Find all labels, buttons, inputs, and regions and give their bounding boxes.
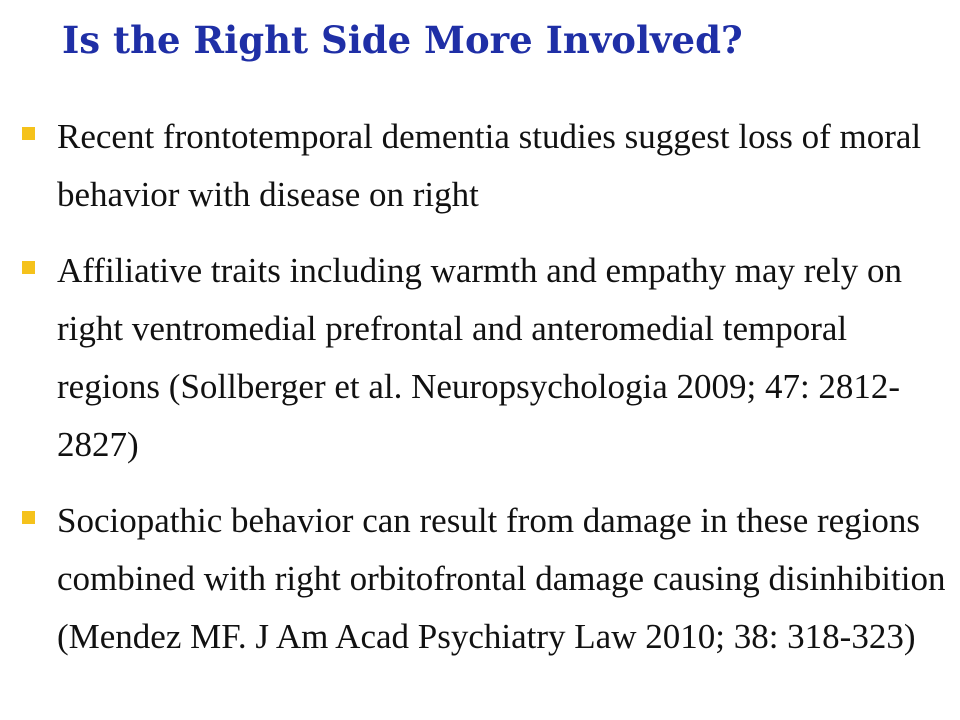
bullet-item bbox=[20, 492, 950, 666]
bullet-text: Sociopathic behavior can result from damage in these regions combined with right orbitofrontal damage causing disinhibition (Mendez MF. J Am Acad Psychiatry Law 2010; 38: 318-323) bbox=[57, 501, 946, 656]
bullet-item bbox=[20, 242, 950, 474]
bullet-list bbox=[20, 108, 950, 684]
square-bullet-icon bbox=[22, 127, 35, 140]
slide-title: Is the Right Side More Involved? bbox=[62, 18, 743, 62]
bullet-item bbox=[20, 108, 950, 224]
bullet-text: Affiliative traits including warmth and empathy may rely on right ventromedial prefrontal and anteromedial temporal regions (Sollberger et al. Neuropsychologia 2009; 47: 2812-2827) bbox=[57, 251, 902, 464]
square-bullet-icon bbox=[22, 261, 35, 274]
bullet-text: Recent frontotemporal dementia studies suggest loss of moral behavior with disease on right bbox=[57, 117, 922, 214]
square-bullet-icon bbox=[22, 511, 35, 524]
